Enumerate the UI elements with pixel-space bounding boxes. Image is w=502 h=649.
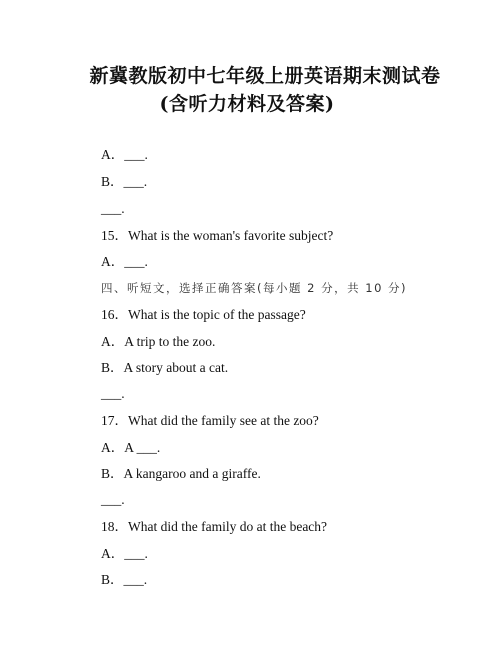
option-a: A．A trip to the zoo.: [101, 334, 216, 349]
answer-blank: ___.: [101, 201, 125, 216]
answer-blank: ___.: [101, 492, 125, 507]
question-16: 16．What is the topic of the passage?: [101, 307, 306, 322]
answer-blank: ___.: [101, 386, 125, 401]
document-title: 新冀教版初中七年级上册英语期末测试卷: [89, 65, 441, 87]
option-a: A．___.: [101, 254, 148, 269]
option-a: A．A ___.: [101, 440, 161, 455]
option-b: B．A kangaroo and a giraffe.: [101, 466, 261, 481]
document-subtitle: (含听力材料及答案): [159, 93, 335, 115]
option-b: B．___.: [101, 174, 148, 189]
option-a: A．___.: [101, 147, 148, 162]
question-15: 15．What is the woman's favorite subject?: [101, 228, 334, 243]
option-b: B．___.: [101, 572, 148, 587]
option-b: B．A story about a cat.: [101, 360, 229, 375]
question-17: 17．What did the family see at the zoo?: [101, 413, 319, 428]
section-heading: 四、听短文，选择正确答案(每小题 2 分，共 10 分): [101, 281, 408, 295]
option-a: A．___.: [101, 546, 148, 561]
question-18: 18．What did the family do at the beach?: [101, 519, 328, 534]
